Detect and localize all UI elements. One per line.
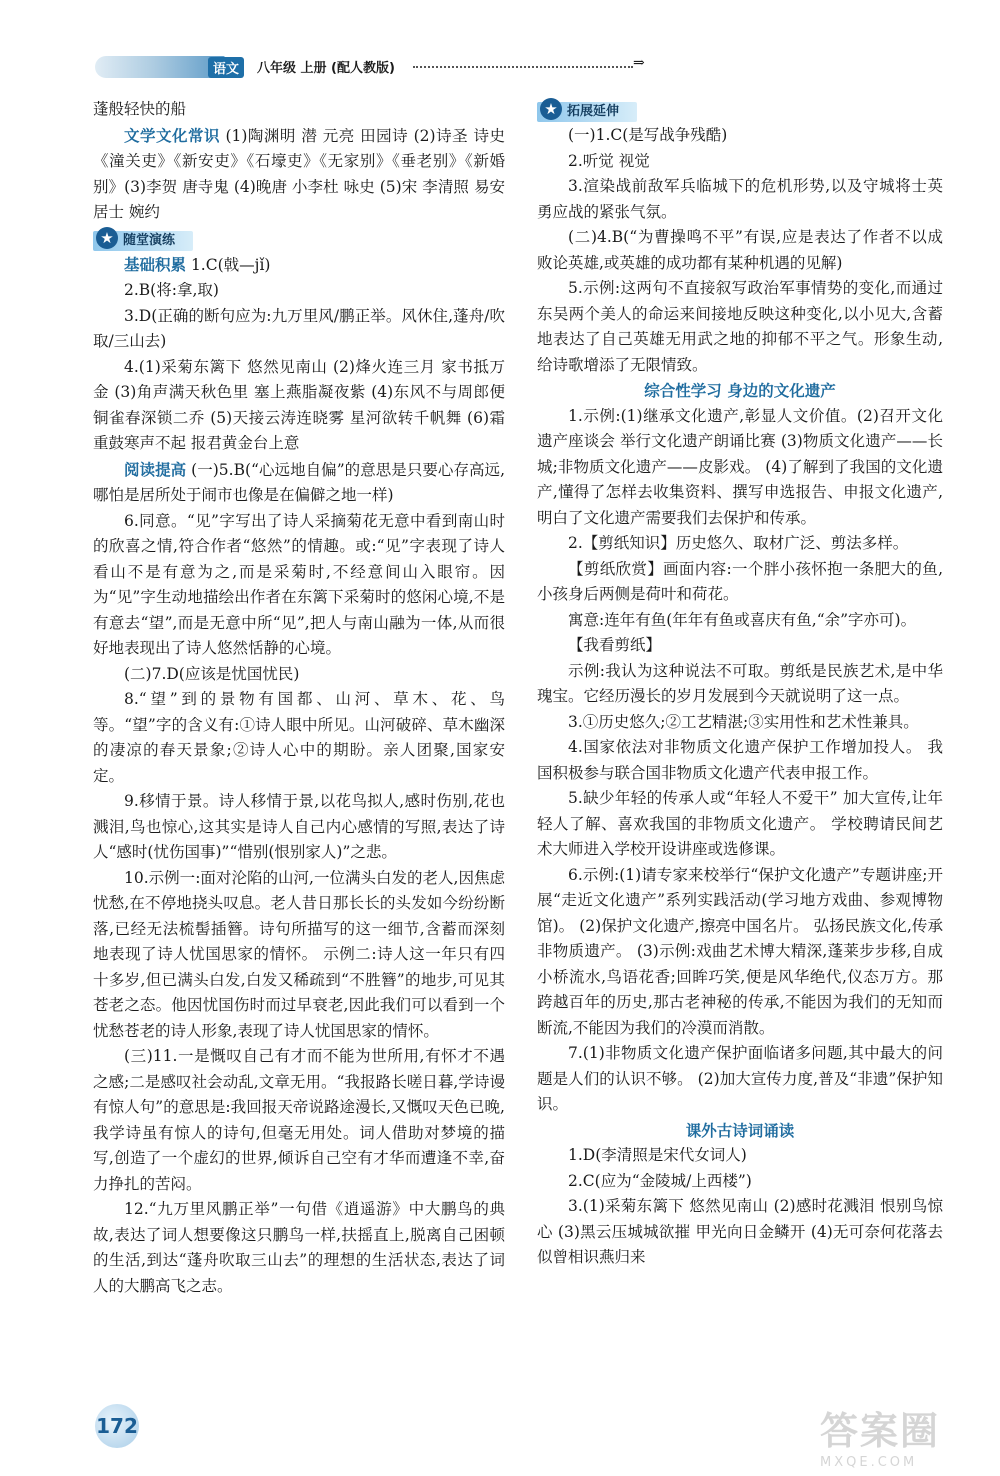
answer-text: 【剪纸欣赏】画面内容:一个胖小孩怀抱一条肥大的鱼,小孩身后两侧是荷叶和荷花。 (537, 559, 943, 603)
watermark-text: 答案圈 (820, 1409, 941, 1453)
answer-paragraph (537, 710, 943, 736)
answer-text: 2.【剪纸知识】历史悠久、取材广泛、剪法多样。 (568, 534, 909, 552)
answer-text: 2.B(将:拿,取) (124, 281, 219, 299)
banner-text: 随堂演练 (123, 232, 176, 248)
star-icon: ★ (96, 227, 118, 249)
answer-paragraph (93, 278, 505, 304)
answer-paragraph (537, 174, 943, 225)
header-wave-decoration (95, 56, 225, 78)
answer-text: 7.(1)非物质文化遗产保护面临诸多问题,其中最大的问题是人们的认识不够。 (2)加大宣传力度,普及“非遗”保护知识。 (537, 1044, 943, 1113)
answer-text: 1.C(戟—jǐ) (186, 255, 271, 274)
answer-paragraph (537, 531, 943, 557)
answer-paragraph (93, 509, 505, 662)
answer-text: 3.渲染战前敌军兵临城下的危机形势,以及守城将士英勇应战的紧张气氛。 (537, 177, 943, 221)
answer-text: (三)11.一是慨叹自己有才而不能为世所用,有怀才不遇之感;二是感叹社会动乱,文章无用。“我报路长嗟日暮,学诗谩有惊人句”的意思是:我回报天帝说路途漫长,又慨叹天色已晚,我学诗虽有惊人的诗句,但毫无用处。词人借助对梦境的描写,创造了一个虚幻的世界,倾诉自己空有才华而遭逢不幸,奋力挣扎的苦闷。 (93, 1047, 505, 1193)
section-banner (537, 97, 943, 123)
answer-text: (二)7.D(应该是忧国忧民) (124, 664, 300, 683)
answer-paragraph (537, 557, 943, 608)
answer-text: 【我看剪纸】 (568, 636, 662, 654)
grade-label: 八年级 上册 (配人教版) (257, 61, 395, 76)
answer-paragraph (537, 863, 943, 1042)
answer-paragraph (537, 735, 943, 786)
arrow-icon: ⇒ (633, 55, 645, 71)
answer-paragraph (93, 789, 505, 866)
answer-text: 1.示例:(1)继承文化遗产,彰显人文价值。(2)召开文化遗产座谈会 举行文化遗产朗诵比赛 (3)物质文化遗产——长城;非物质文化遗产——皮影戏。 (4)了解到了我国的文化遗产,懂得了怎样去收集资料、撰写申选报告、申报文化遗产,明白了文化遗产需要我们去保护和传承。 (537, 406, 943, 527)
section-title: 综合性学习 身边的文化遗产 (644, 381, 836, 400)
answer-paragraph (93, 304, 505, 355)
answer-paragraph (537, 1041, 943, 1118)
answer-paragraph (93, 252, 505, 279)
answer-text: (1)陶渊明 潜 元亮 田园诗 (2)诗圣 诗史 《潼关吏》《新安吏》《石壕吏》《无家别》《垂老别》《新婚别》(3)李贺 唐寺鬼 (4)晚唐 小李杜 咏史 (5)宋 李清照 易安居士 婉约 (93, 126, 505, 221)
answer-text: 3.D(正确的断句应为:九万里风/鹏正举。风休住,蓬舟/吹取/三山去) (93, 306, 505, 350)
answer-paragraph (93, 97, 505, 123)
answer-text: (一)1.C(是写战争残酷) (568, 126, 728, 144)
answer-text: 10.示例一:面对沦陷的山河,一位满头白发的老人,因焦虑忧愁,在不停地挠头叹息。老人昔日那长长的头发如今纷纷断落,已经无法梳髻插簪。诗句所描写的这一细节,含蓄而深刻地表现了诗人忧国思家的情怀。 示例二:诗人这一年只有四十多岁,但已满头白发,白发又稀疏到“不胜簪”的地步,可见其苍老之态。他因忧国伤时而过早衰老,因此我们可以看到一个忧愁苍老的诗人形象,表现了诗人忧国思家的情怀。 (93, 868, 505, 1040)
right-column (537, 97, 943, 1271)
answer-paragraph (93, 662, 505, 688)
banner-text: 拓展延伸 (567, 104, 620, 119)
answer-paragraph (537, 149, 943, 175)
answer-text: 蓬般轻快的船 (93, 100, 187, 118)
answer-text: 6.示例:(1)请专家来校举行“保护文化遗产”专题讲座;开展“走近文化遗产”系列实践活动(学习地方戏曲、参观博物馆)。 (2)保护文化遗产,擦亮中国名片。 弘扬民族文化,传承非物质遗产。 (3)示例:戏曲艺术博大精深,蓬莱步步移,自成小桥流水,鸟语花香;回眸巧笑,便是风华绝代,仪态万方。那跨越百年的历史,那古老神秘的传承,不能因为我们的无知而断流,不能因为我们的冷漠而消散。 (537, 865, 943, 1037)
watermark-url: MXQE.COM (820, 1455, 918, 1470)
answer-paragraph (537, 1194, 943, 1271)
header-dotted-line (413, 66, 633, 68)
section-keyword: 文学文化常识 (124, 125, 221, 145)
answer-text: 4.国家依法对非物质文化遗产保护工作增加投人。 我国积极参与联合国非物质文化遗产代表申报工作。 (537, 738, 943, 782)
answer-paragraph (537, 1169, 943, 1195)
answer-text: (一)5.B(“心远地自偏”的意思是只要心存高远,哪怕是居所处于闹市也像是在偏僻之地一样) (93, 460, 505, 504)
answer-text: 3.(1)采菊东篱下 悠然见南山 (2)感时花溅泪 恨别鸟惊心 (3)黑云压城城欲摧 甲光向日金鳞开 (4)无可奈何花落去 似曾相识燕归来 (537, 1197, 943, 1266)
answer-text: 8.“望”到的景物有国都、山河、草木、花、鸟等。“望”字的含义有:①诗人眼中所见。山河破碎、草木幽深的凄凉的春天景象;②诗人心中的期盼。亲人团聚,国家安定。 (93, 690, 505, 785)
answer-paragraph (537, 404, 943, 532)
answer-paragraph (93, 866, 505, 1045)
answer-text: 4.(1)采菊东篱下 悠然见南山 (2)烽火连三月 家书抵万金 (3)角声满天秋色里 塞上燕脂凝夜紫 (4)东风不与周郎便 铜雀春深锁二乔 (5)天接云涛连晓雾 星河欲转千帆舞 (6)霜重鼓寒声不起 报君黄金台上意 (93, 357, 505, 452)
subject-badge: 语文 (208, 57, 244, 78)
answer-paragraph (93, 1044, 505, 1197)
answer-text: 6.同意。“见”字写出了诗人采摘菊花无意中看到南山时的欣喜之情,符合作者“悠然”的情趣。或:“见”字表现了诗人看山不是有意为之,而是采菊时,不经意间山入眼帘。因为“见”字生动地描绘出作者在东篱下采菊时的悠闲心境,不是有意去“望”,而是无意中所“见”,把人与南山融为一体,从而很好地表现出了诗人悠然恬静的心境。 (93, 511, 505, 657)
answer-text: 示例:我认为这种说法不可取。剪纸是民族艺术,是中华瑰宝。它经历漫长的岁月发展到今天就说明了这一点。 (537, 661, 943, 705)
answer-text: 1.D(李清照是宋代女词人) (568, 1146, 747, 1164)
answer-paragraph (93, 457, 505, 509)
section-banner-label (537, 102, 637, 122)
answer-text: (二)4.B(“为曹操鸣不平”有误,应是表达了作者不以成败论英雄,或英雄的成功都有某种机遇的见解) (537, 228, 943, 272)
answer-paragraph (537, 123, 943, 149)
watermark-logo (820, 1400, 990, 1470)
answer-text: 5.缺少年轻的传承人或“年轻人不爱干” 加大宣传,让年轻人了解、喜欢我国的非物质文化遗产。 学校聘请民间艺术大师进入学校开设讲座或选修课。 (537, 789, 943, 858)
answer-paragraph (93, 687, 505, 789)
section-banner-label (93, 228, 193, 251)
answer-text: 5.示例:这两句不直接叙写政治军事情势的变化,而通过东吴两个美人的命运来间接地反映这种变化,以小见大,含蓄地表达了自己英雄无用武之地的抑郁不平之气。形象生动,给诗歌增添了无限情致。 (537, 279, 943, 374)
answer-paragraph (537, 659, 943, 710)
answer-text: 3.①历史悠久;②工艺精湛;③实用性和艺术性兼具。 (568, 712, 919, 731)
left-column (93, 97, 505, 1299)
section-banner (93, 226, 505, 252)
star-icon: ★ (540, 98, 562, 120)
section-keyword: 基础积累 (124, 254, 187, 274)
answer-paragraph (537, 1143, 943, 1169)
answer-text: 2.听觉 视觉 (568, 151, 650, 170)
answer-text: 寓意:连年有鱼(年年有鱼或喜庆有鱼,“余”字亦可)。 (568, 610, 917, 629)
answer-paragraph (93, 123, 505, 226)
answer-text: 9.移情于景。诗人移情于景,以花鸟拟人,感时伤别,花也溅泪,鸟也惊心,这其实是诗人自己内心感情的写照,表达了诗人“感时(忧伤国事)”“惜别(恨别家人)”之悲。 (93, 792, 505, 861)
section-title: 课外古诗词诵读 (685, 1120, 795, 1140)
answer-text: 2.C(应为“金陵城/上西楼”) (568, 1171, 752, 1190)
section-keyword: 阅读提高 (124, 459, 187, 479)
answer-paragraph (537, 276, 943, 378)
answer-paragraph (93, 355, 505, 457)
answer-paragraph (537, 225, 943, 276)
answer-paragraph (537, 786, 943, 863)
page-header (95, 50, 655, 80)
page-number: 172 (95, 1404, 139, 1448)
answer-text: 12.“九万里风鹏正举”一句借《逍遥游》中大鹏鸟的典故,表达了词人想要像这只鹏鸟一样,扶摇直上,脱离自己困顿的生活,到达“蓬舟吹取三山去”的理想的生活状态,表达了词人的大鹏高飞之志。 (93, 1200, 505, 1295)
answer-paragraph (537, 608, 943, 634)
answer-paragraph (93, 1197, 505, 1299)
answer-paragraph (537, 633, 943, 659)
